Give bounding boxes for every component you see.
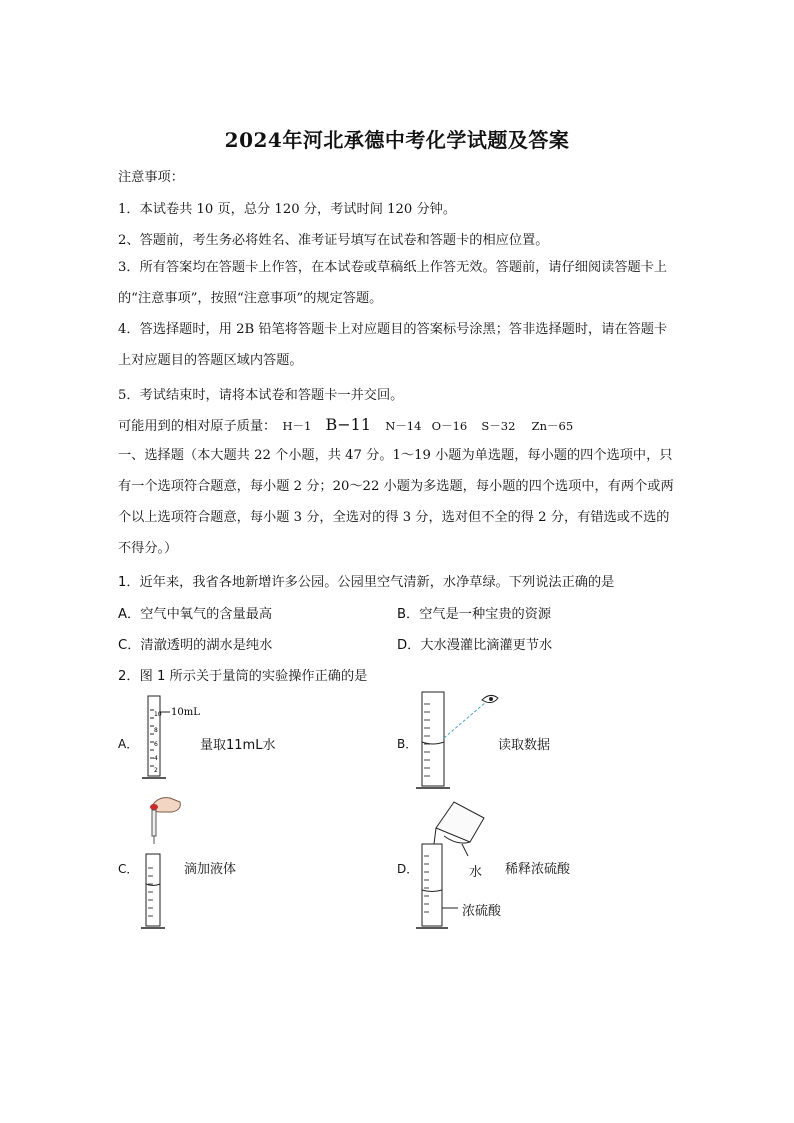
tick-label-8: 8 <box>154 727 158 734</box>
q2-stem: 2．图 1 所示关于量筒的实验操作正确的是 <box>118 669 368 684</box>
q2-d-text: 稀释浓硫酸 <box>505 862 571 877</box>
mass-n: N－14 <box>385 419 422 433</box>
q2-c-letter: C． <box>118 862 139 876</box>
q2-d-acid-label: 浓硫酸 <box>462 904 502 919</box>
q1-option-b: B．空气是一种宝贵的资源 <box>397 607 552 622</box>
tick-label-10: 10 <box>154 711 162 718</box>
graduated-cylinder-b-figure <box>412 690 512 794</box>
notice-3: 3．所有答案均在答题卡上作答，在本试卷或草稿纸上作答无效。答题前，请仔细阅读答题卡上的“注意事项”，按照“注意事项”的规定答题。 <box>118 260 668 306</box>
mass-zn: Zn－65 <box>531 419 574 433</box>
atomic-masses <box>118 415 573 434</box>
mass-b: B−11 <box>325 415 372 434</box>
mass-o: O－16 <box>431 419 468 433</box>
graduated-cylinder-c-figure <box>138 794 188 936</box>
q2-a-text: 量取11mL水 <box>200 738 276 753</box>
notice-5: 5．考试结束时，请将本试卷和答题卡一并交回。 <box>118 388 404 403</box>
tick-label-4: 4 <box>154 755 158 762</box>
q2-a-letter: A． <box>118 737 139 751</box>
q2-b-letter: B． <box>397 737 418 751</box>
volume-mark-label: 10mL <box>171 707 200 718</box>
q2-d-letter: D． <box>397 862 419 876</box>
q1-option-a: A．空气中氧气的含量最高 <box>118 607 273 622</box>
mass-s: S－32 <box>481 419 516 433</box>
tick-label-6: 6 <box>154 741 158 748</box>
mass-h: H－1 <box>282 419 312 433</box>
tick-label-2: 2 <box>154 767 158 774</box>
q1-stem: 1．近年来，我省各地新增许多公园。公园里空气清新，水净草绿。下列说法正确的是 <box>118 575 615 590</box>
q2-b-text: 读取数据 <box>498 738 551 753</box>
page-title: 2024年河北承德中考化学试题及答案 <box>224 128 570 152</box>
atomic-masses-label: 可能用到的相对原子质量： <box>118 419 277 434</box>
notice-2: 2、答题前，考生务必将姓名、准考证号填写在试卷和答题卡的相应位置。 <box>118 233 549 248</box>
q2-c-text: 滴加液体 <box>184 862 237 877</box>
q1-option-c: C．清澈透明的湖水是纯水 <box>118 638 273 653</box>
q2-d-water-label: 水 <box>469 865 483 880</box>
q1-option-d: D．大水漫灌比滴灌更节水 <box>397 638 553 653</box>
section-1-intro: 一、选择题（本大题共 22 个小题，共 47 分。1～19 小题为单选题，每小题的四个选项中，只有一个选项符合题意，每小题 2 分；20～22 小题为多选题，每小题的四个选项中，有两个或两个以上选项符合题意，每小题 3 分，全选对的得 3 分，选对但不全的得 2 分，有错选或不选的不得分。） <box>118 448 674 556</box>
notice-4: 4．答选择题时，用 2B 铅笔将答题卡上对应题目的答案标号涂黑；答非选择题时，请在答题卡上对应题目的答题区域内答题。 <box>118 322 668 368</box>
notice-1: 1．本试卷共 10 页，总分 120 分，考试时间 120 分钟。 <box>118 202 457 217</box>
notice-heading: 注意事项： <box>118 170 184 185</box>
